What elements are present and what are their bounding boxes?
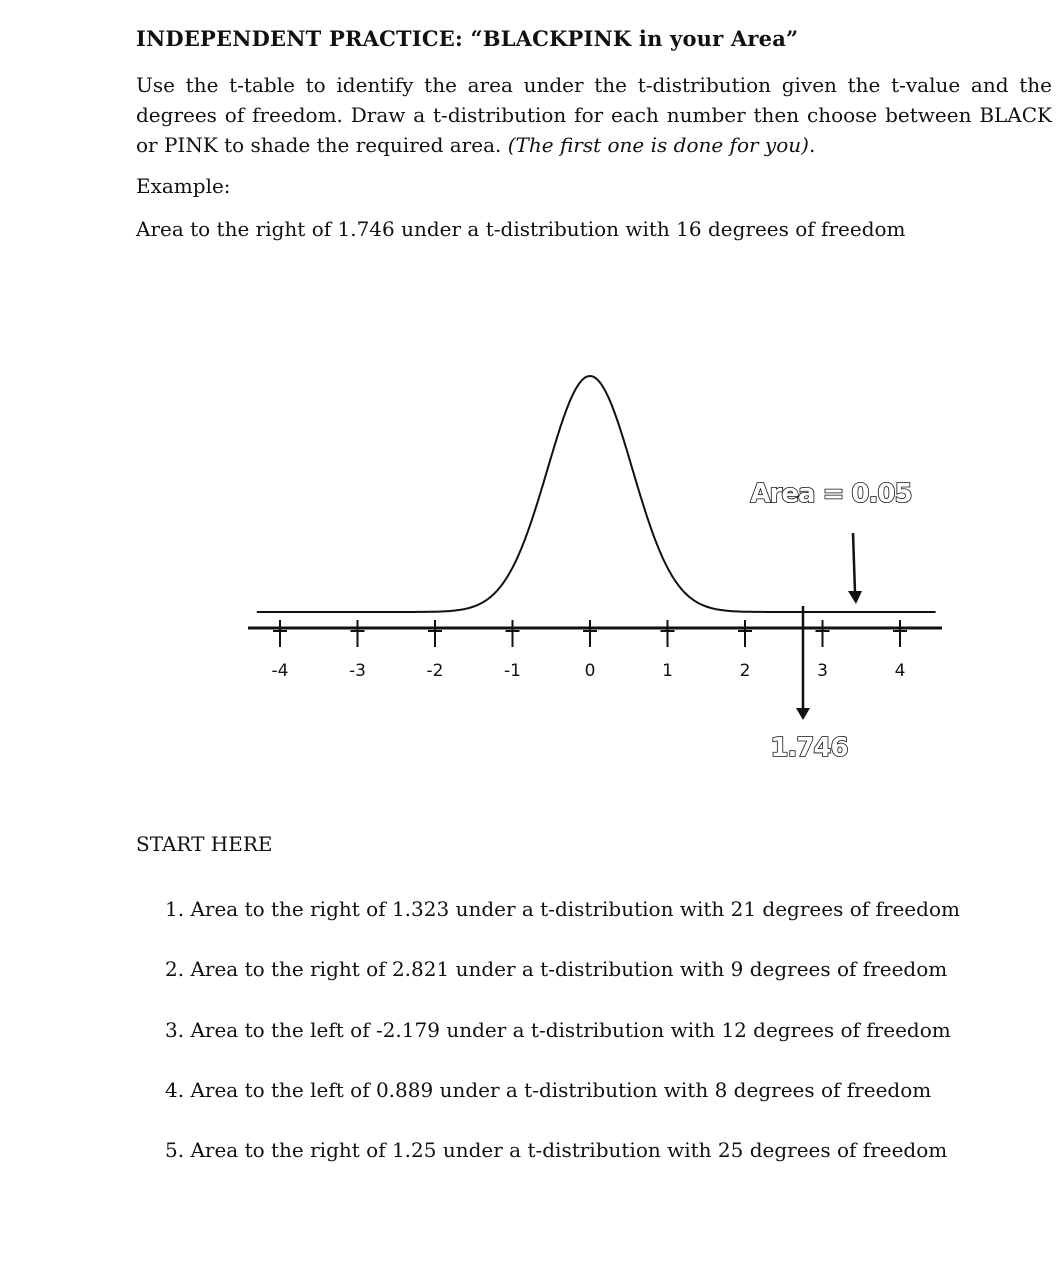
- tick-label: 0: [584, 661, 596, 681]
- critical-value-label: 1.746: [770, 733, 848, 763]
- tick-label: -3: [349, 661, 366, 681]
- instructions-paragraph: [136, 70, 1052, 160]
- problem-text: Area to the right of 1.25 under a t-distribution with 25 degrees of freedom: [190, 1138, 948, 1163]
- instructions-note: (The first one is done for you).: [507, 133, 816, 157]
- start-here-heading: START HERE: [136, 832, 273, 856]
- problem-item: [165, 1071, 960, 1131]
- example-prompt: Area to the right of 1.746 under a t-distribution with 16 degrees of freedom: [136, 217, 906, 241]
- problem-item: [165, 1011, 960, 1071]
- problem-item: [165, 890, 960, 950]
- t-distribution-figure: [230, 350, 960, 790]
- tick-label: -4: [271, 661, 289, 681]
- tick-label: -2: [426, 661, 444, 681]
- problem-text: Area to the right of 1.323 under a t-distribution with 21 degrees of freedom: [190, 897, 960, 921]
- problem-item: [165, 1131, 960, 1191]
- problem-text: Area to the left of -2.179 under a t-distribution with 12 degrees of freedom: [190, 1017, 951, 1042]
- critical-value-arrowhead: [796, 708, 810, 720]
- problem-item: [165, 950, 960, 1010]
- tick-label: 3: [817, 661, 828, 681]
- area-pointer-line: [853, 533, 855, 593]
- problem-number: 2.: [165, 957, 185, 982]
- problem-number: 1.: [165, 897, 185, 921]
- tick-label: 4: [894, 661, 906, 681]
- tick-label: -1: [504, 661, 521, 681]
- problem-number: 3.: [165, 1017, 185, 1042]
- problem-text: Area to the left of 0.889 under a t-distribution with 8 degrees of freedom: [190, 1077, 932, 1102]
- problem-list: [165, 890, 960, 1191]
- instructions-text: Use the t-table to identify the area under the t-distribution given the t-value and the degrees of freedom. Draw a t-distribution for each number then choose between BLACK or PINK to shade the required area.: [136, 73, 1052, 157]
- tick-label: 1: [662, 661, 673, 681]
- tick-label: 2: [739, 661, 751, 681]
- example-label: Example:: [136, 174, 231, 198]
- problem-number: 4.: [165, 1077, 185, 1102]
- area-label: Area = 0.05: [750, 479, 912, 509]
- problem-number: 5.: [165, 1138, 185, 1163]
- area-pointer-arrowhead: [848, 591, 862, 604]
- problem-text: Area to the right of 2.821 under a t-distribution with 9 degrees of freedom: [190, 957, 948, 982]
- t-distribution-svg: [230, 350, 960, 790]
- worksheet-title: INDEPENDENT PRACTICE: “BLACKPINK in your Area”: [136, 26, 799, 51]
